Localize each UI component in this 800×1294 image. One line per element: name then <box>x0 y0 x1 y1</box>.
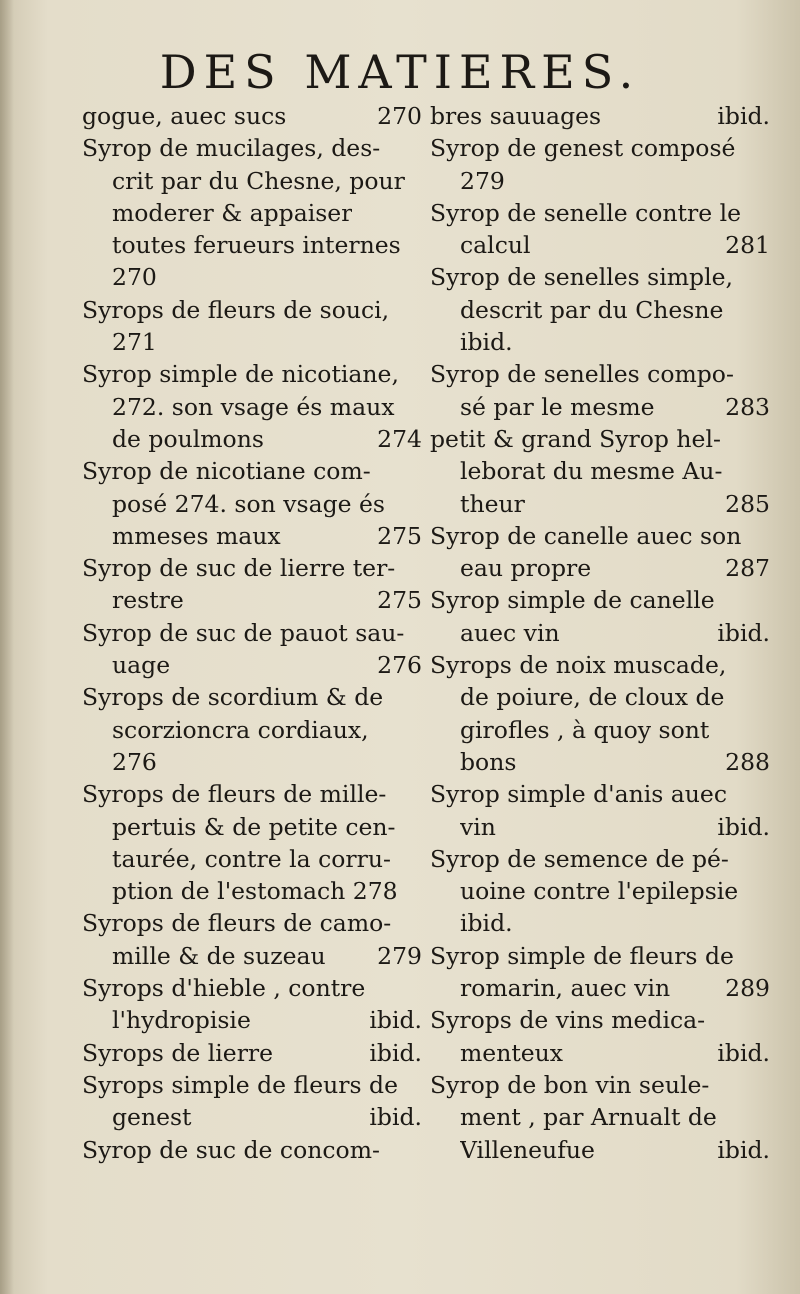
index-entry <box>82 681 422 778</box>
index-entry-line <box>430 811 770 843</box>
entry-text: mmeses maux <box>112 521 281 550</box>
index-entry-line <box>82 1101 422 1133</box>
index-entry-line <box>430 358 770 390</box>
index-entry-line <box>82 940 422 972</box>
page-reference: 283 <box>725 392 770 421</box>
index-entry-line <box>82 100 422 132</box>
index-entry <box>82 778 422 907</box>
entry-text: girofles , à quoy sont <box>460 715 710 744</box>
entry-text: Syrop de suc de pauot sau- <box>82 618 405 647</box>
index-entry-line <box>430 100 770 132</box>
page-gutter-shadow <box>0 0 14 1294</box>
entry-text: ption de l'estomach 278 <box>112 877 398 906</box>
index-entry-line <box>430 165 770 197</box>
entry-text: de poulmons <box>112 424 264 453</box>
entry-text: 272. son vsage és maux <box>112 392 395 421</box>
index-entry-line <box>430 778 770 810</box>
entry-text: pertuis & de petite cen- <box>112 812 396 841</box>
index-entry <box>82 1037 422 1069</box>
entry-text: petit & grand Syrop hel- <box>430 424 721 453</box>
index-entry <box>430 649 770 778</box>
entry-text: Syrop de canelle auec son <box>430 521 742 550</box>
index-entry-line <box>430 617 770 649</box>
index-entry <box>82 132 422 293</box>
index-entry-line <box>82 681 422 713</box>
entry-text: restre <box>112 586 184 615</box>
page-reference: 279 <box>377 941 422 970</box>
entry-text: Syrop de senelles compo- <box>430 360 734 389</box>
index-entry-line <box>430 843 770 875</box>
entry-text: scorzioncra cordiaux, <box>112 715 369 744</box>
index-entry-line <box>82 423 422 455</box>
index-entry-line <box>82 294 422 326</box>
entry-text: gogue, auec sucs <box>82 102 287 130</box>
index-entry-line <box>430 940 770 972</box>
index-entry-line <box>82 778 422 810</box>
entry-text: Syrop de semence de pé- <box>430 844 729 873</box>
entry-text: vin <box>460 812 496 841</box>
index-entry-line <box>430 907 770 939</box>
index-entry-line <box>82 261 422 293</box>
index-entry-line <box>430 229 770 261</box>
index-entry-line <box>82 972 422 1004</box>
entry-text: ment , par Arnualt de <box>460 1103 717 1132</box>
entry-text: Syrop de nicotiane com- <box>82 457 371 486</box>
index-entry <box>430 778 770 843</box>
page-reference: 289 <box>725 974 770 1003</box>
entry-text: genest <box>112 1103 192 1132</box>
entry-text: sé par le mesme <box>460 392 655 421</box>
page-reference: 270 <box>377 102 422 130</box>
index-entry-line <box>430 294 770 326</box>
index-entry-line <box>82 907 422 939</box>
index-entry <box>82 1069 422 1134</box>
page-reference: 285 <box>725 489 770 518</box>
index-entry-line <box>430 1069 770 1101</box>
index-entry-line <box>82 714 422 746</box>
index-entry-line <box>430 714 770 746</box>
index-entry-line <box>82 520 422 552</box>
index-entry <box>430 100 770 132</box>
index-entry-line <box>82 165 422 197</box>
entry-text: leborat du mesme Au- <box>460 457 723 486</box>
page-reference: ibid. <box>717 102 770 130</box>
index-entry-line <box>430 326 770 358</box>
entry-text: bons <box>460 747 517 776</box>
entry-text: moderer & appaiser <box>112 198 353 227</box>
index-entry-line <box>82 811 422 843</box>
index-entry-line <box>82 1037 422 1069</box>
index-entry-line <box>430 455 770 487</box>
index-entry-line <box>430 197 770 229</box>
entry-text: de poiure, de cloux de <box>460 683 725 712</box>
page-reference: 275 <box>377 586 422 615</box>
entry-text: crit par du Chesne, pour <box>112 166 405 195</box>
index-entry <box>430 197 770 262</box>
index-entry-line <box>82 746 422 778</box>
page-reference: 274 <box>377 424 422 453</box>
index-entry <box>82 552 422 617</box>
entry-text: calcul <box>460 231 531 260</box>
index-entry <box>82 907 422 972</box>
index-entry-line <box>82 326 422 358</box>
entry-text: Syrops de fleurs de mille- <box>82 780 387 809</box>
entry-text: theur <box>460 489 525 518</box>
entry-text: Syrops de noix muscade, <box>430 651 727 680</box>
index-entry-line <box>430 423 770 455</box>
index-entry-line <box>82 197 422 229</box>
entry-text: taurée, contre la corru- <box>112 844 391 873</box>
index-entry-line <box>82 229 422 261</box>
entry-text: 276 <box>112 747 157 776</box>
entry-text: Syrops simple de fleurs de <box>82 1070 398 1099</box>
entry-text: 271 <box>112 328 157 357</box>
index-entry-line <box>430 1101 770 1133</box>
entry-text: ibid. <box>460 909 513 938</box>
entry-text: Syrops de scordium & de <box>82 683 384 712</box>
entry-text: uage <box>112 651 171 680</box>
index-entry <box>430 940 770 1005</box>
index-entry-line <box>82 455 422 487</box>
entry-text: 270 <box>112 263 157 292</box>
page-reference: ibid. <box>369 1006 422 1035</box>
index-entry <box>82 455 422 552</box>
page-reference: 288 <box>725 747 770 776</box>
index-entry <box>82 294 422 359</box>
entry-text: Syrop simple de nicotiane, <box>82 360 399 389</box>
index-entry-line <box>82 1134 422 1166</box>
index-column-right <box>430 100 770 1166</box>
index-entry <box>430 843 770 940</box>
entry-text: Syrop de bon vin seule- <box>430 1070 710 1099</box>
index-entry-line <box>430 132 770 164</box>
index-entry-line <box>430 1004 770 1036</box>
index-entry-line <box>430 1134 770 1166</box>
entry-text: eau propre <box>460 554 592 583</box>
index-entry <box>82 617 422 682</box>
index-entry-line <box>430 972 770 1004</box>
index-entry-line <box>430 649 770 681</box>
page-reference: 287 <box>725 554 770 583</box>
entry-text: 279 <box>460 166 505 195</box>
page-reference: ibid. <box>369 1103 422 1132</box>
entry-text: Syrop simple de fleurs de <box>430 941 734 970</box>
page-reference: ibid. <box>717 1135 770 1164</box>
index-column-left <box>82 100 422 1166</box>
index-entry <box>430 1069 770 1166</box>
entry-text: ibid. <box>460 328 513 357</box>
entry-text: descrit par du Chesne <box>460 295 724 324</box>
index-entry-line <box>82 617 422 649</box>
entry-text: uoine contre l'epilepsie <box>460 877 739 906</box>
page-reference: 281 <box>725 231 770 260</box>
running-header: DES MATIERES. <box>159 45 641 99</box>
index-entry-line <box>82 584 422 616</box>
entry-text: Syrops de fleurs de souci, <box>82 295 390 324</box>
index-entry <box>82 100 422 132</box>
entry-text: Syrops de lierre <box>82 1038 274 1067</box>
entry-text: Syrops de vins medica- <box>430 1006 706 1035</box>
entry-text: toutes ferueurs internes <box>112 231 401 260</box>
entry-text: Syrop de suc de lierre ter- <box>82 554 396 583</box>
entry-text: mille & de suzeau <box>112 941 326 970</box>
page-reference: 275 <box>377 521 422 550</box>
entry-text: Syrop de senelle contre le <box>430 198 742 227</box>
page-reference: ibid. <box>717 812 770 841</box>
page-reference: ibid. <box>717 1038 770 1067</box>
index-entry-line <box>82 649 422 681</box>
index-entry-line <box>430 584 770 616</box>
entry-text: Syrop simple de canelle <box>430 586 715 615</box>
index-entry <box>82 358 422 455</box>
index-entry-line <box>82 358 422 390</box>
index-entry-line <box>82 1069 422 1101</box>
index-entry <box>430 584 770 649</box>
entry-text: Syrop simple d'anis auec <box>430 780 727 809</box>
index-entry-line <box>430 391 770 423</box>
index-entry-line <box>82 843 422 875</box>
entry-text: Syrop de mucilages, des- <box>82 134 381 163</box>
index-entry-line <box>430 1037 770 1069</box>
entry-text: Syrop de senelles simple, <box>430 263 733 292</box>
index-entry <box>430 1004 770 1069</box>
page-reference: 276 <box>377 651 422 680</box>
index-entry-line <box>82 391 422 423</box>
entry-text: romarin, auec vin <box>460 974 671 1003</box>
index-entry-line <box>430 552 770 584</box>
index-entry-line <box>430 681 770 713</box>
index-entry-line <box>82 132 422 164</box>
entry-text: Syrop de suc de concom- <box>82 1135 380 1164</box>
index-entry-line <box>82 875 422 907</box>
index-entry <box>82 972 422 1037</box>
index-entry-line <box>430 488 770 520</box>
entry-text: posé 274. son vsage és <box>112 489 385 518</box>
index-entry <box>430 358 770 423</box>
entry-text: bres sauuages <box>430 102 602 130</box>
index-entry <box>430 132 770 197</box>
index-entry-line <box>430 746 770 778</box>
entry-text: auec vin <box>460 618 560 647</box>
index-entry-line <box>82 552 422 584</box>
index-entry-line <box>82 488 422 520</box>
index-entry-line <box>430 261 770 293</box>
entry-text: Villeneufue <box>460 1135 595 1164</box>
index-entry <box>82 1134 422 1166</box>
entry-text: Syrops d'hieble , contre <box>82 974 366 1003</box>
entry-text: Syrops de fleurs de camo- <box>82 909 392 938</box>
entry-text: Syrop de genest composé <box>430 134 736 163</box>
index-entry-line <box>430 875 770 907</box>
index-entry <box>430 423 770 520</box>
page-reference: ibid. <box>369 1038 422 1067</box>
index-entry-line <box>430 520 770 552</box>
entry-text: menteux <box>460 1038 564 1067</box>
page-reference: ibid. <box>717 618 770 647</box>
index-entry-line <box>82 1004 422 1036</box>
index-entry <box>430 261 770 358</box>
entry-text: l'hydropisie <box>112 1006 251 1035</box>
index-entry <box>430 520 770 585</box>
